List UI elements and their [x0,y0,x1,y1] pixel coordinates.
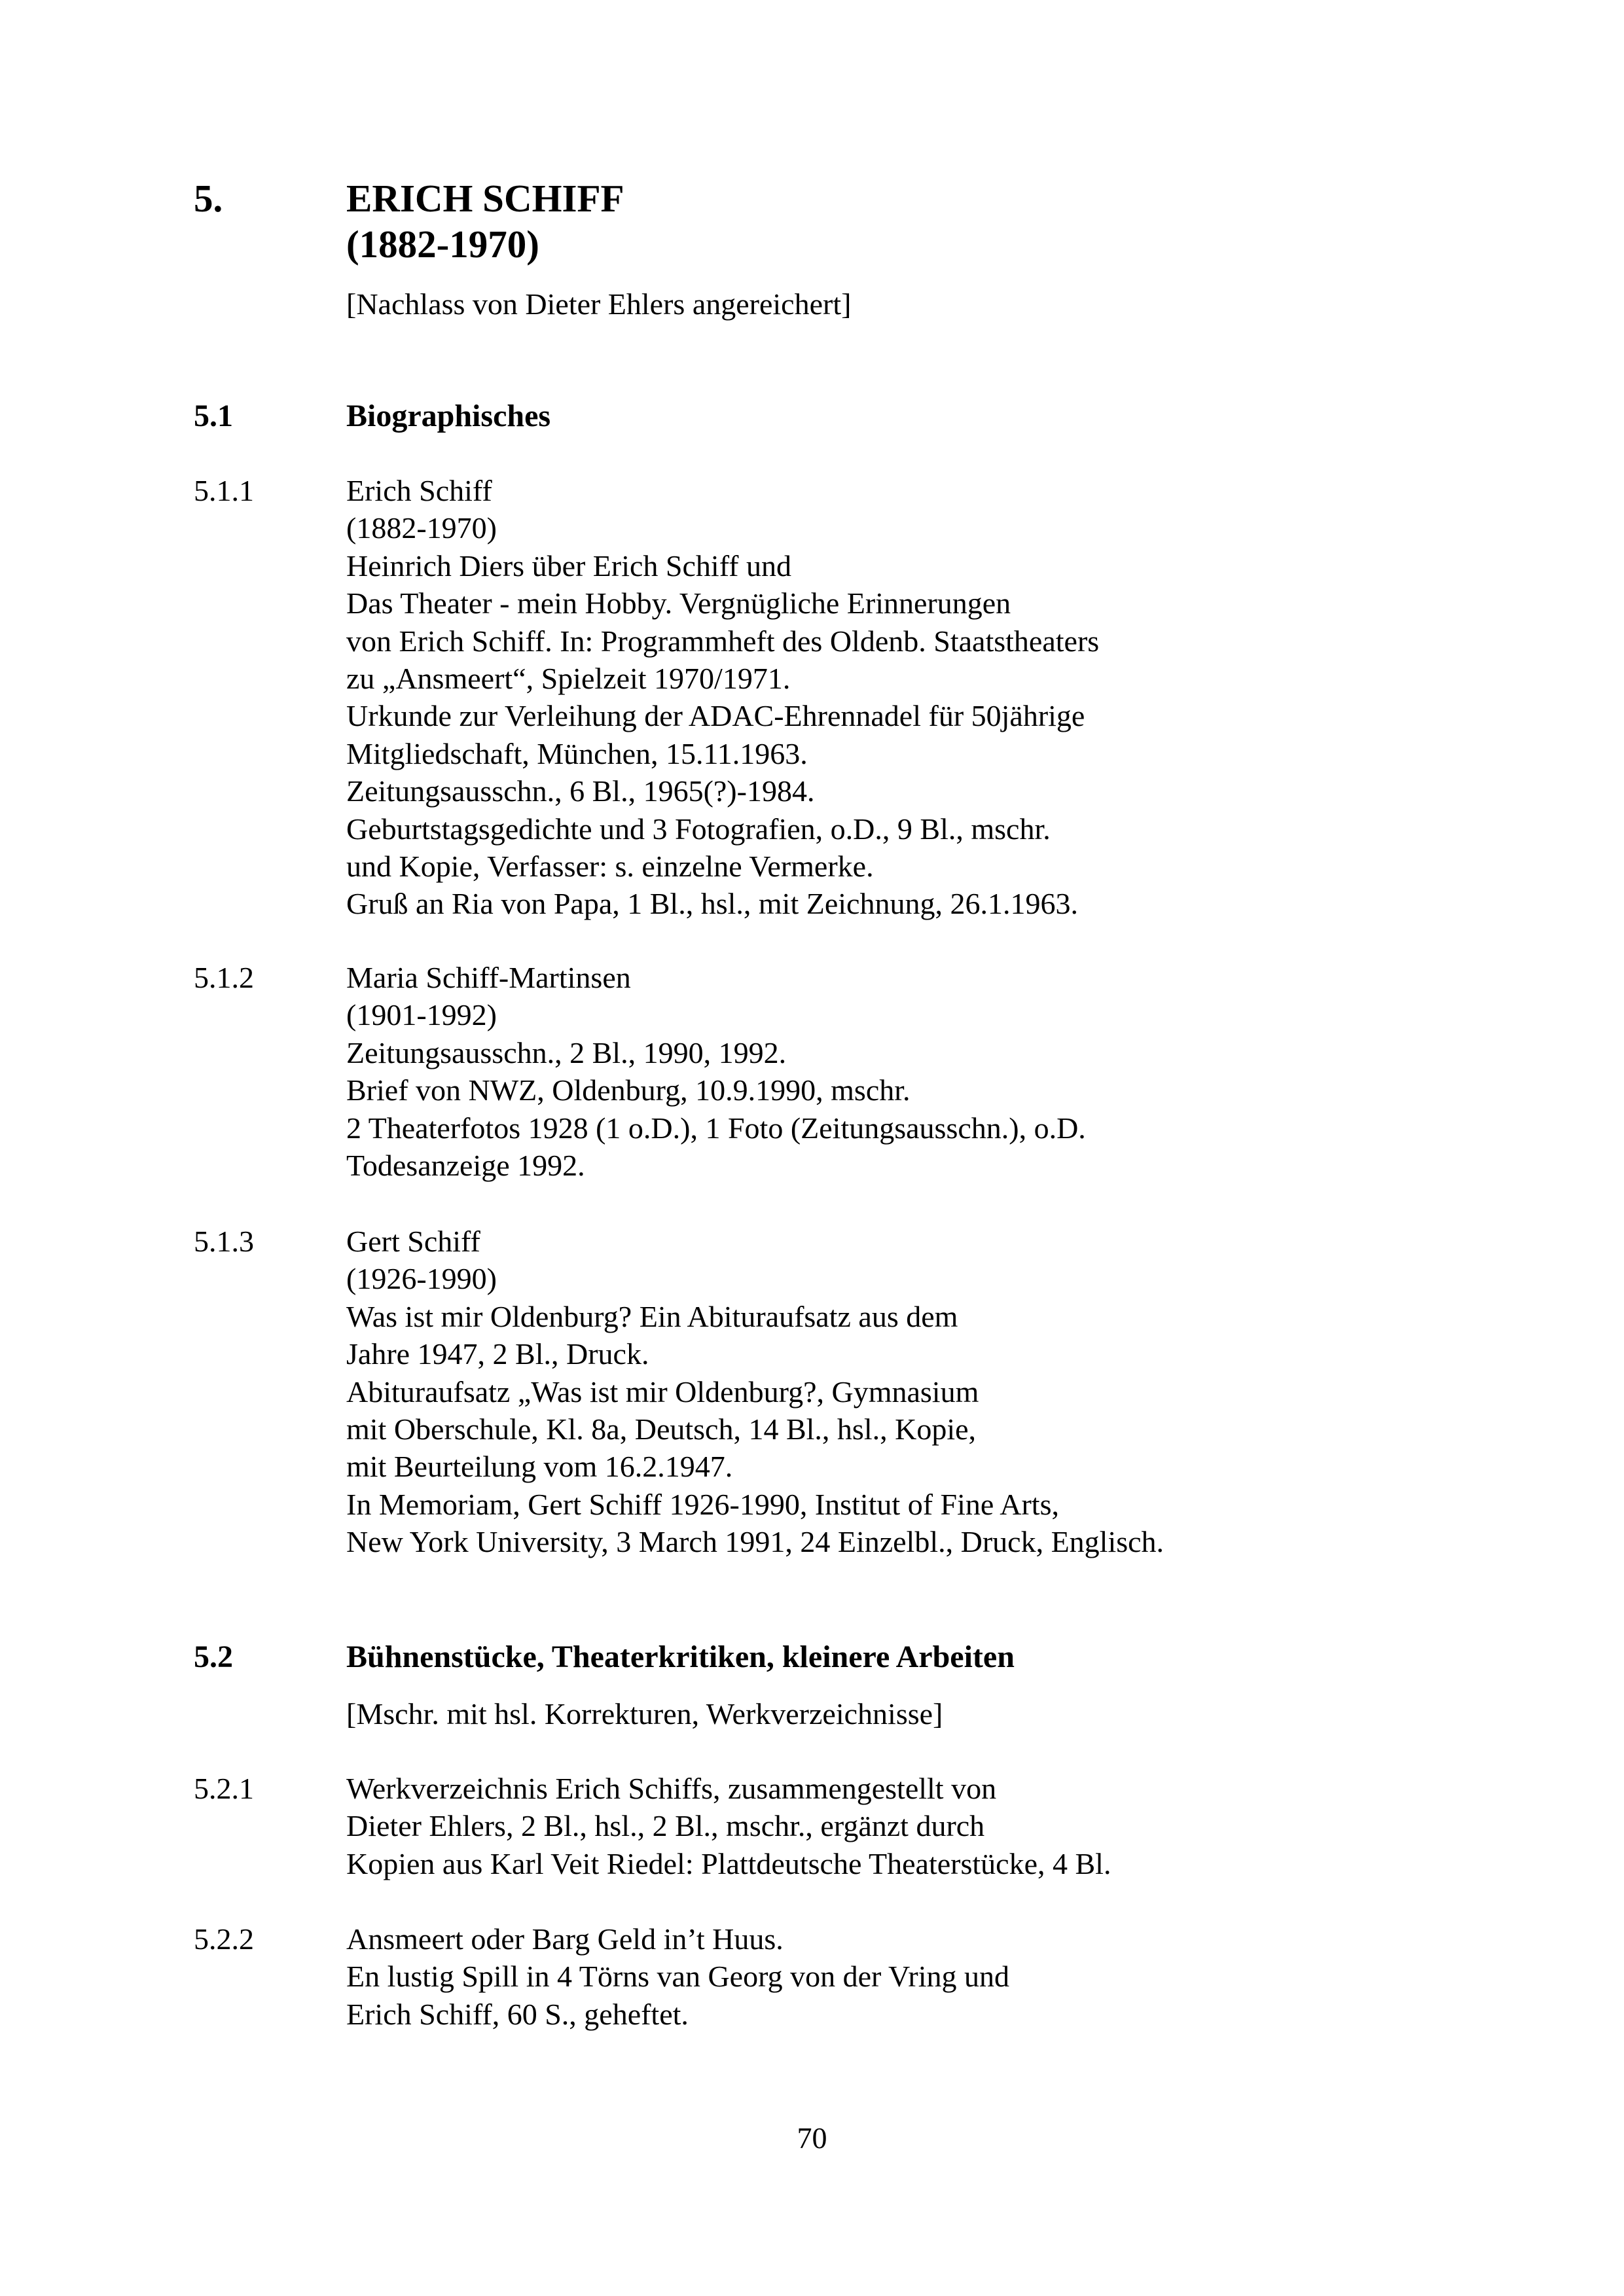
entry-line: Zeitungsausschn., 6 Bl., 1965(?)-1984. [346,774,815,808]
section-title: Biographisches [346,399,551,433]
entry-line: Werkverzeichnis Erich Schiffs, zusammengestellt von [346,1772,997,1805]
entry-line: Maria Schiff-Martinsen [346,961,631,994]
section-number: 5.1 [194,399,233,433]
entry-line: (1926-1990) [346,1262,497,1296]
chapter-title [346,175,624,267]
entry-number: 5.2.1 [194,1772,254,1805]
entry-line: mit Oberschule, Kl. 8a, Deutsch, 14 Bl., hsl., Kopie, [346,1412,977,1446]
entry-line: Dieter Ehlers, 2 Bl., hsl., 2 Bl., mschr., ergänzt durch [346,1809,985,1843]
entry-line: (1901-1992) [346,998,497,1032]
entry-line: Abituraufsatz „Was ist mir Oldenburg?, Gymnasium [346,1374,979,1408]
entry-line: Gruß an Ria von Papa, 1 Bl., hsl., mit Zeichnung, 26.1.1963. [346,887,1078,921]
entry-line: Urkunde zur Verleihung der ADAC-Ehrennadel für 50jährige [346,699,1085,733]
chapter-title-line: ERICH SCHIFF [346,177,624,220]
entry-number: 5.2.2 [194,1922,254,1956]
entry-line: von Erich Schiff. In: Programmheft des Oldenb. Staatstheaters [346,624,1100,658]
entry-line: Todesanzeige 1992. [346,1149,585,1183]
entry-number: 5.1.1 [194,474,254,507]
entry-line: Zeitungsausschn., 2 Bl., 1990, 1992. [346,1035,787,1069]
entry-line: 2 Theaterfotos 1928 (1 o.D.), 1 Foto (Zeitungsausschn.), o.D. [346,1111,1086,1145]
entry-text [346,472,1099,923]
entry-line: Das Theater - mein Hobby. Vergnügliche Erinnerungen [346,586,1011,620]
entry-text [346,1223,1164,1561]
entry-line: Kopien aus Karl Veit Riedel: Plattdeutsche Theaterstücke, 4 Bl. [346,1846,1111,1880]
entry-line: Brief von NWZ, Oldenburg, 10.9.1990, mschr. [346,1073,911,1107]
entry-line: Jahre 1947, 2 Bl., Druck. [346,1337,649,1371]
entry-line: mit Beurteilung vom 16.2.1947. [346,1450,733,1484]
entry-line: und Kopie, Verfasser: s. einzelne Vermerke. [346,850,874,884]
entry-line: Gert Schiff [346,1225,480,1258]
entry-line: zu „Ansmeert“, Spielzeit 1970/1971. [346,662,791,696]
entry-line: New York University, 3 March 1991, 24 Einzelbl., Druck, Englisch. [346,1525,1164,1559]
entry-line: Erich Schiff, 60 S., geheftet. [346,1997,689,2031]
entry-text [346,1770,1111,1882]
entry-line: Mitgliedschaft, München, 15.11.1963. [346,736,808,770]
entry-line: Erich Schiff [346,474,492,507]
entry-number: 5.1.3 [194,1225,254,1258]
section-title: Bühnenstücke, Theaterkritiken, kleinere Arbeiten [346,1640,1015,1674]
entry-text [346,1920,1009,2033]
entry-text [346,959,1086,1184]
entry-line: Ansmeert oder Barg Geld in’t Huus. [346,1922,784,1956]
entry-line: En lustig Spill in 4 Törns van Georg von der Vring und [346,1960,1010,1994]
entry-line: Was ist mir Oldenburg? Ein Abituraufsatz aus dem [346,1299,958,1333]
chapter-note: [Nachlass von Dieter Ehlers angereichert] [346,287,852,321]
section-note: [Mschr. mit hsl. Korrekturen, Werkverzeichnisse] [346,1697,943,1731]
section-number: 5.2 [194,1640,233,1674]
entry-line: Heinrich Diers über Erich Schiff und [346,548,792,583]
entry-line: In Memoriam, Gert Schiff 1926-1990, Institut of Fine Arts, [346,1487,1059,1521]
entry-line: Geburtstagsgedichte und 3 Fotografien, o.D., 9 Bl., mschr. [346,812,1051,846]
page-number: 70 [797,2121,827,2155]
chapter-number: 5. [194,177,223,220]
entry-number: 5.1.2 [194,961,254,994]
entry-line: (1882-1970) [346,511,497,545]
chapter-title-line: (1882-1970) [346,223,539,266]
